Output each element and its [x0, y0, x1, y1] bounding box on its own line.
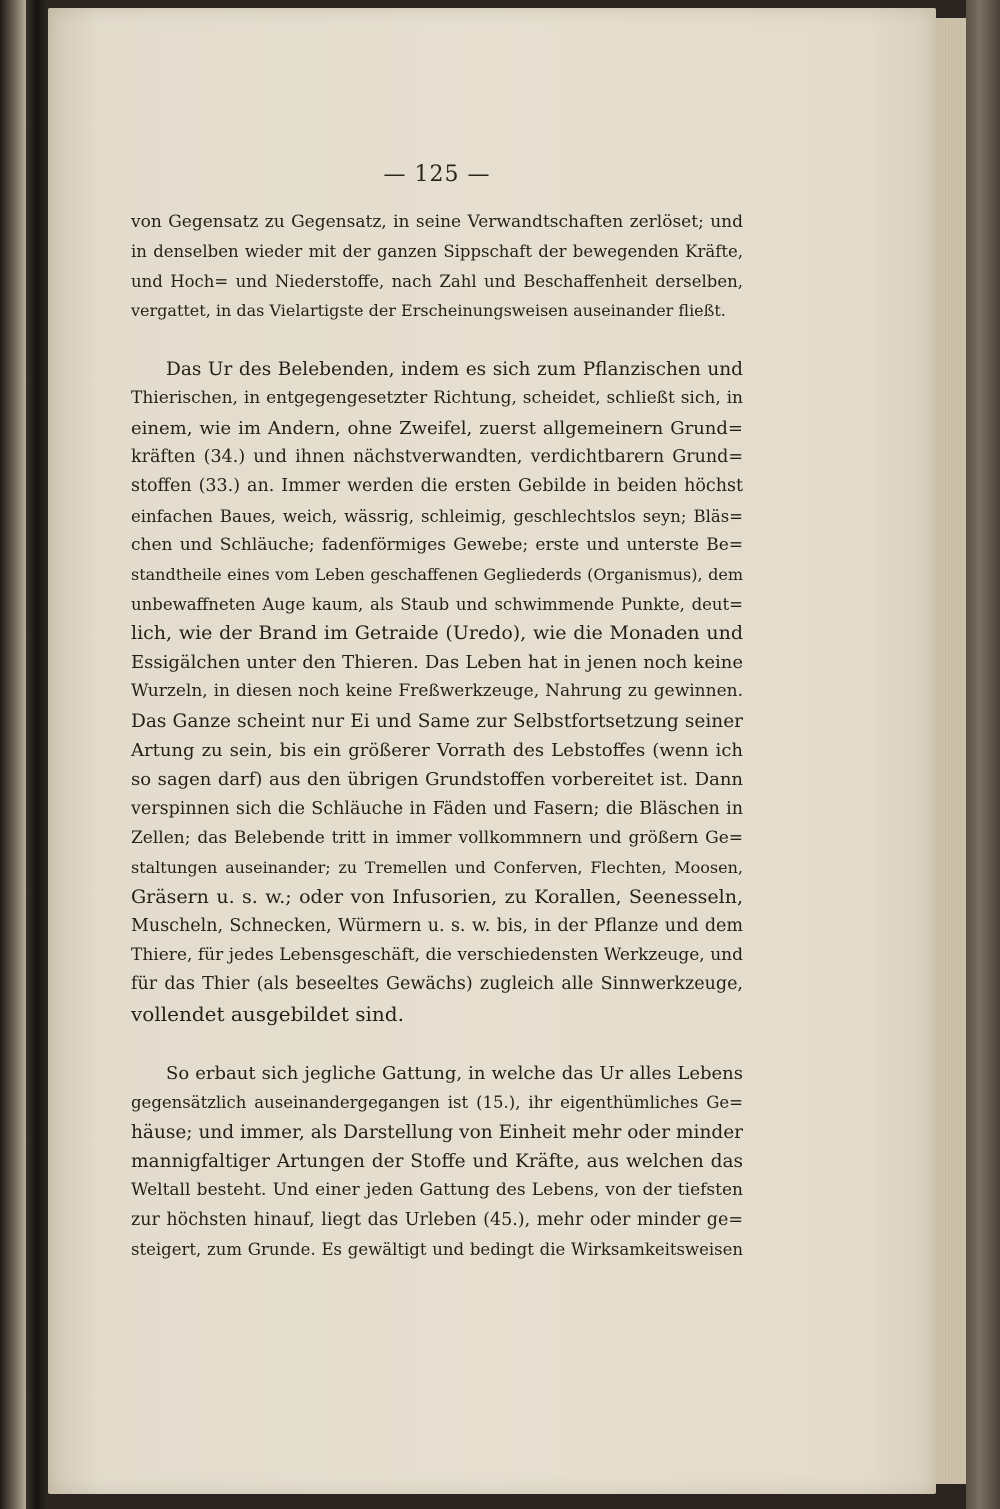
text-line: lich, wie der Brand im Getraide (Uredo), wie die Monaden und	[131, 621, 743, 644]
text-line: vergattet, in das Vielartigste der Erscheinungsweisen auseinander fließt.	[131, 300, 726, 320]
text-line: Muscheln, Schnecken, Würmern u. s. w. bis, in der Pflanze und dem	[131, 915, 743, 936]
text-line: mannigfaltiger Artungen der Stoffe und Kräfte, aus welchen das	[131, 1150, 743, 1172]
text-line: steigert, zum Grunde. Es gewältigt und bedingt die Wirksamkeitsweisen	[131, 1239, 743, 1259]
text-line: chen und Schläuche; fadenförmiges Gewebe; erste und unterste Be=	[131, 534, 743, 555]
text-line: und Hoch= und Niederstoffe, nach Zahl und Beschaffenheit derselben,	[131, 271, 743, 291]
text-line: für das Thier (als beseeltes Gewächs) zugleich alle Sinnwerkzeuge,	[131, 974, 743, 995]
book-gutter	[26, 0, 48, 1509]
paragraph-3	[131, 1059, 743, 1264]
text-line: Weltall besteht. Und einer jeden Gattung des Lebens, von der tiefsten	[131, 1180, 743, 1201]
text-line: in denselben wieder mit der ganzen Sippschaft der bewegenden Kräfte,	[131, 242, 743, 262]
text-line: häuse; und immer, als Darstellung von Einheit mehr oder minder	[131, 1121, 743, 1143]
text-line: Das Ganze scheint nur Ei und Same zur Selbstfortsetzung seiner	[131, 710, 743, 732]
text-line: staltungen auseinander; zu Tremellen und Conferven, Flechten, Moosen,	[131, 858, 743, 878]
text-line: Thiere, für jedes Lebensgeschäft, die verschiedensten Werkzeuge, und	[131, 945, 743, 966]
text-line: so sagen darf) aus den übrigen Grundstoffen vorbereitet ist. Dann	[131, 769, 743, 791]
text-line: verspinnen sich die Schläuche in Fäden und Fasern; die Bläschen in	[131, 798, 743, 819]
text-line: Essigälchen unter den Thieren. Das Leben hat in jenen noch keine	[131, 652, 743, 674]
text-line: unbewaffneten Auge kaum, als Staub und schwimmende Punkte, deut=	[131, 594, 743, 614]
text-line: Zellen; das Belebende tritt in immer vollkommnern und größern Ge=	[131, 827, 743, 848]
page-fore-edge	[936, 18, 966, 1484]
book-cover-edge	[966, 0, 1000, 1509]
paragraph-1	[131, 208, 743, 325]
text-line: Artung zu sein, bis ein größerer Vorrath des Lebstoffes (wenn ich	[131, 740, 743, 762]
text-line: vollendet ausgebildet sind.	[131, 1001, 404, 1026]
text-line: stoffen (33.) an. Immer werden die ersten Gebilde in beiden höchst	[131, 476, 743, 497]
text-line: Wurzeln, in diesen noch keine Freßwerkzeuge, Nahrung zu gewinnen.	[131, 681, 743, 702]
text-line: So erbaut sich jegliche Gattung, in welche das Ur alles Lebens	[166, 1063, 743, 1085]
page-body-text	[131, 208, 743, 1264]
left-page-edge	[0, 0, 26, 1509]
text-line: einem, wie im Andern, ohne Zweifel, zuerst allgemeinern Grund=	[131, 417, 743, 439]
text-line: kräften (34.) und ihnen nächstverwandten, verdichtbarern Grund=	[131, 447, 743, 468]
text-line: zur höchsten hinauf, liegt das Urleben (45.), mehr oder minder ge=	[131, 1209, 743, 1230]
text-line: Gräsern u. s. w.; oder von Infusorien, zu Korallen, Seenesseln,	[131, 885, 743, 908]
paragraph-2	[131, 355, 743, 1029]
text-line: standtheile eines vom Leben geschaffenen Gegliederds (Organismus), dem	[131, 565, 743, 585]
text-line: Das Ur des Belebenden, indem es sich zum Pflanzischen und	[166, 359, 743, 381]
text-line: Thierischen, in entgegengesetzter Richtung, scheidet, schließt sich, in	[131, 388, 743, 409]
text-line: einfachen Baues, weich, wässrig, schleimig, geschlechtslos seyn; Bläs=	[131, 506, 743, 526]
page-number: — 125 —	[383, 162, 491, 187]
text-line: von Gegensatz zu Gegensatz, in seine Verwandtschaften zerlöset; und	[131, 212, 743, 232]
text-line: gegensätzlich auseinandergegangen ist (15.), ihr eigenthümliches Ge=	[131, 1093, 743, 1113]
